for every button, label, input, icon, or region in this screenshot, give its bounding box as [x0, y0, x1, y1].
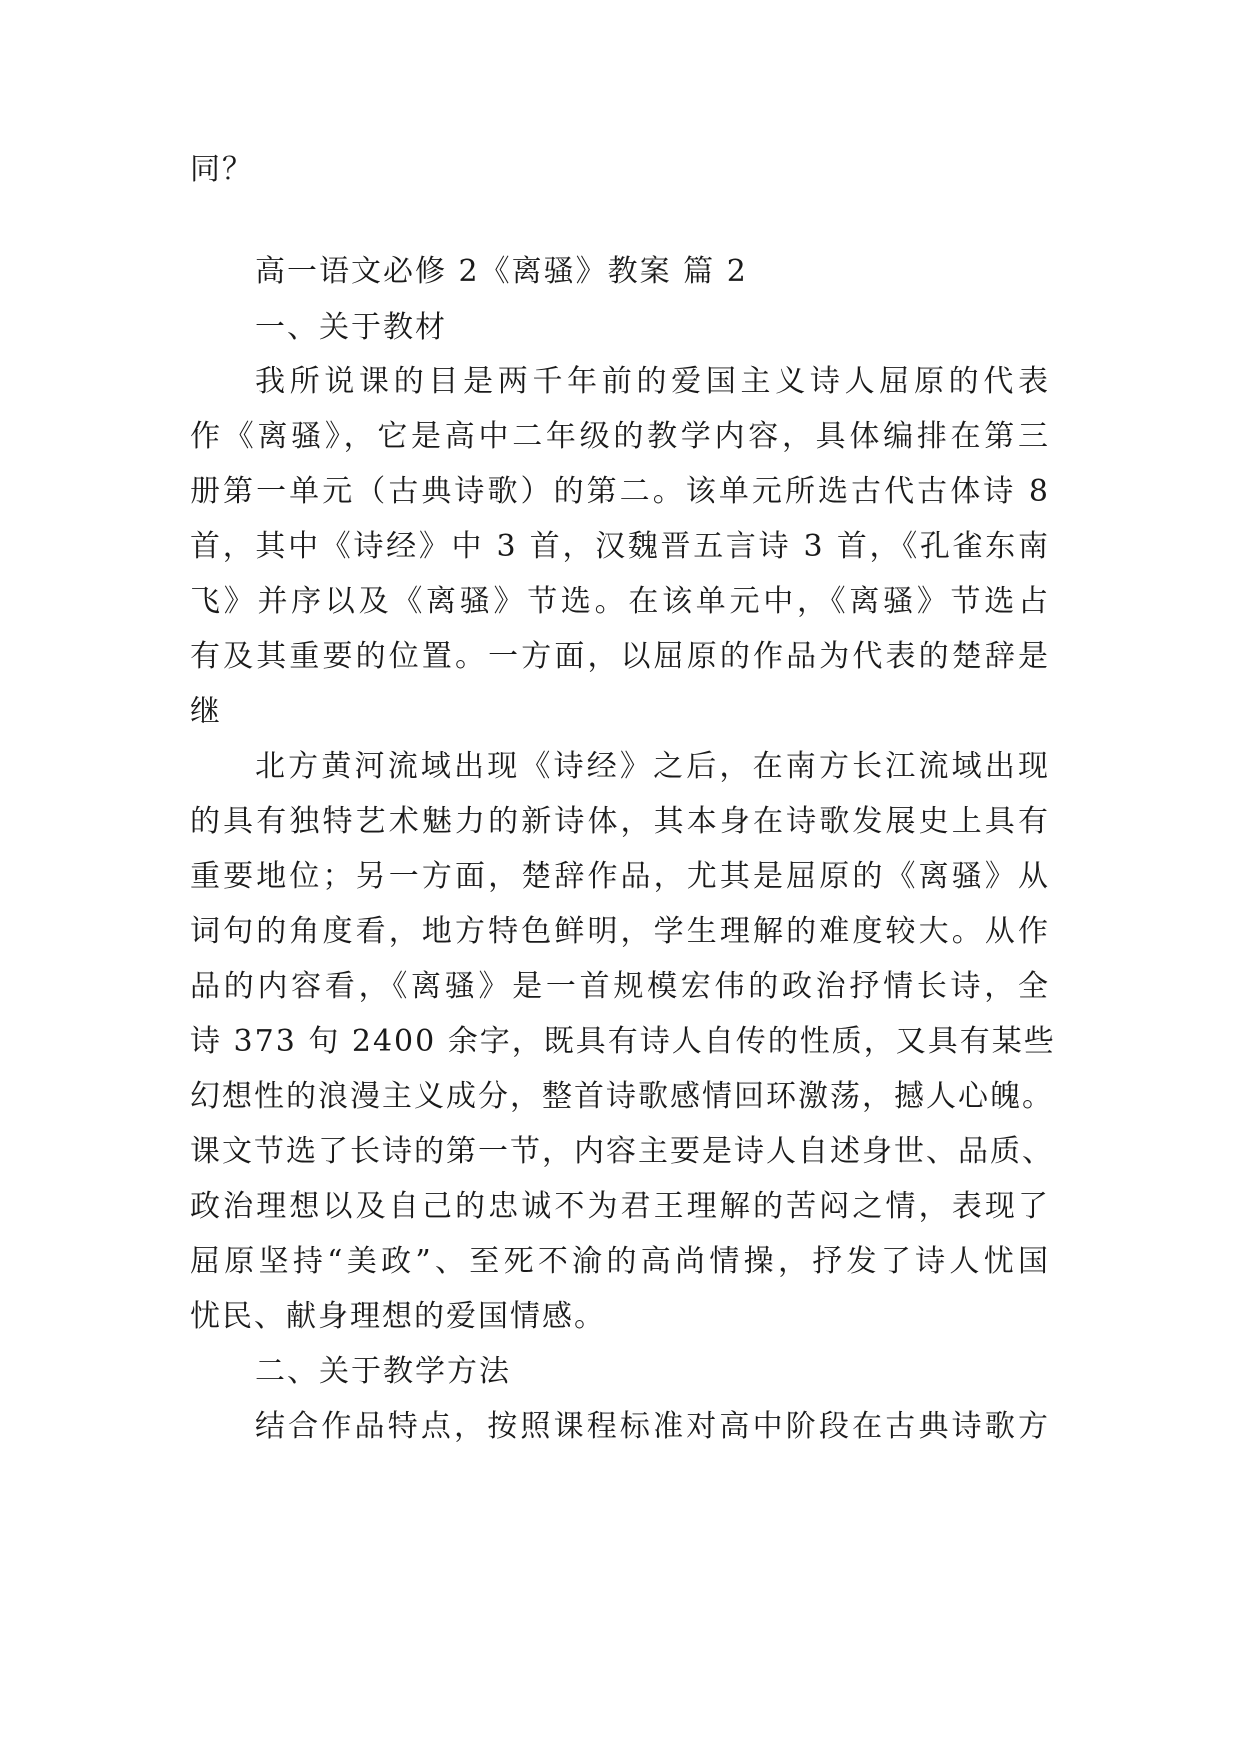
paragraph-line: 飞》并序以及《离骚》节选。在该单元中，《离骚》节选占	[190, 584, 1050, 619]
paragraph-line: 继	[190, 694, 222, 729]
paragraph-line: 屈原坚持“美政”、至死不渝的高尚情操，抒发了诗人忧国	[190, 1244, 1050, 1279]
paragraph-line: 我所说课的目是两千年前的爱国主义诗人屈原的代表	[255, 364, 1050, 399]
paragraph-line: 词句的角度看，地方特色鲜明，学生理解的难度较大。从作	[190, 914, 1050, 949]
continuation-text: 同？	[190, 152, 254, 187]
paragraph-line: 北方黄河流域出现《诗经》之后，在南方长江流域出现	[255, 749, 1050, 784]
heading-teaching-method: 二、关于教学方法	[255, 1354, 511, 1389]
paragraph-line: 诗 373 句 2400 余字，既具有诗人自传的性质，又具有某些	[190, 1024, 1056, 1059]
paragraph-line: 政治理想以及自己的忠诚不为君王理解的苦闷之情，表现了	[190, 1189, 1050, 1224]
paragraph-line: 课文节选了长诗的第一节，内容主要是诗人自述身世、品质、	[190, 1134, 1054, 1169]
paragraph-line: 幻想性的浪漫主义成分，整首诗歌感情回环激荡，撼人心魄。	[190, 1079, 1054, 1114]
section-title: 高一语文必修 2《离骚》教案 篇 2	[255, 254, 748, 289]
paragraph-line: 的具有独特艺术魅力的新诗体，其本身在诗歌发展史上具有	[190, 804, 1050, 839]
paragraph-line: 品的内容看，《离骚》是一首规模宏伟的政治抒情长诗，全	[190, 969, 1050, 1004]
heading-textbook: 一、关于教材	[255, 310, 447, 345]
paragraph-line: 首，其中《诗经》中 3 首，汉魏晋五言诗 3 首，《孔雀东南	[190, 529, 1050, 564]
paragraph-line: 结合作品特点，按照课程标准对高中阶段在古典诗歌方	[255, 1409, 1050, 1444]
paragraph-line: 册第一单元（古典诗歌）的第二。该单元所选古代古体诗 8	[190, 474, 1050, 509]
paragraph-line: 忧民、献身理想的爱国情感。	[190, 1299, 606, 1334]
paragraph-line: 作《离骚》，它是高中二年级的教学内容，具体编排在第三	[190, 419, 1050, 454]
paragraph-line: 重要地位；另一方面，楚辞作品，尤其是屈原的《离骚》从	[190, 859, 1050, 894]
paragraph-line: 有及其重要的位置。一方面，以屈原的作品为代表的楚辞是	[190, 639, 1050, 674]
